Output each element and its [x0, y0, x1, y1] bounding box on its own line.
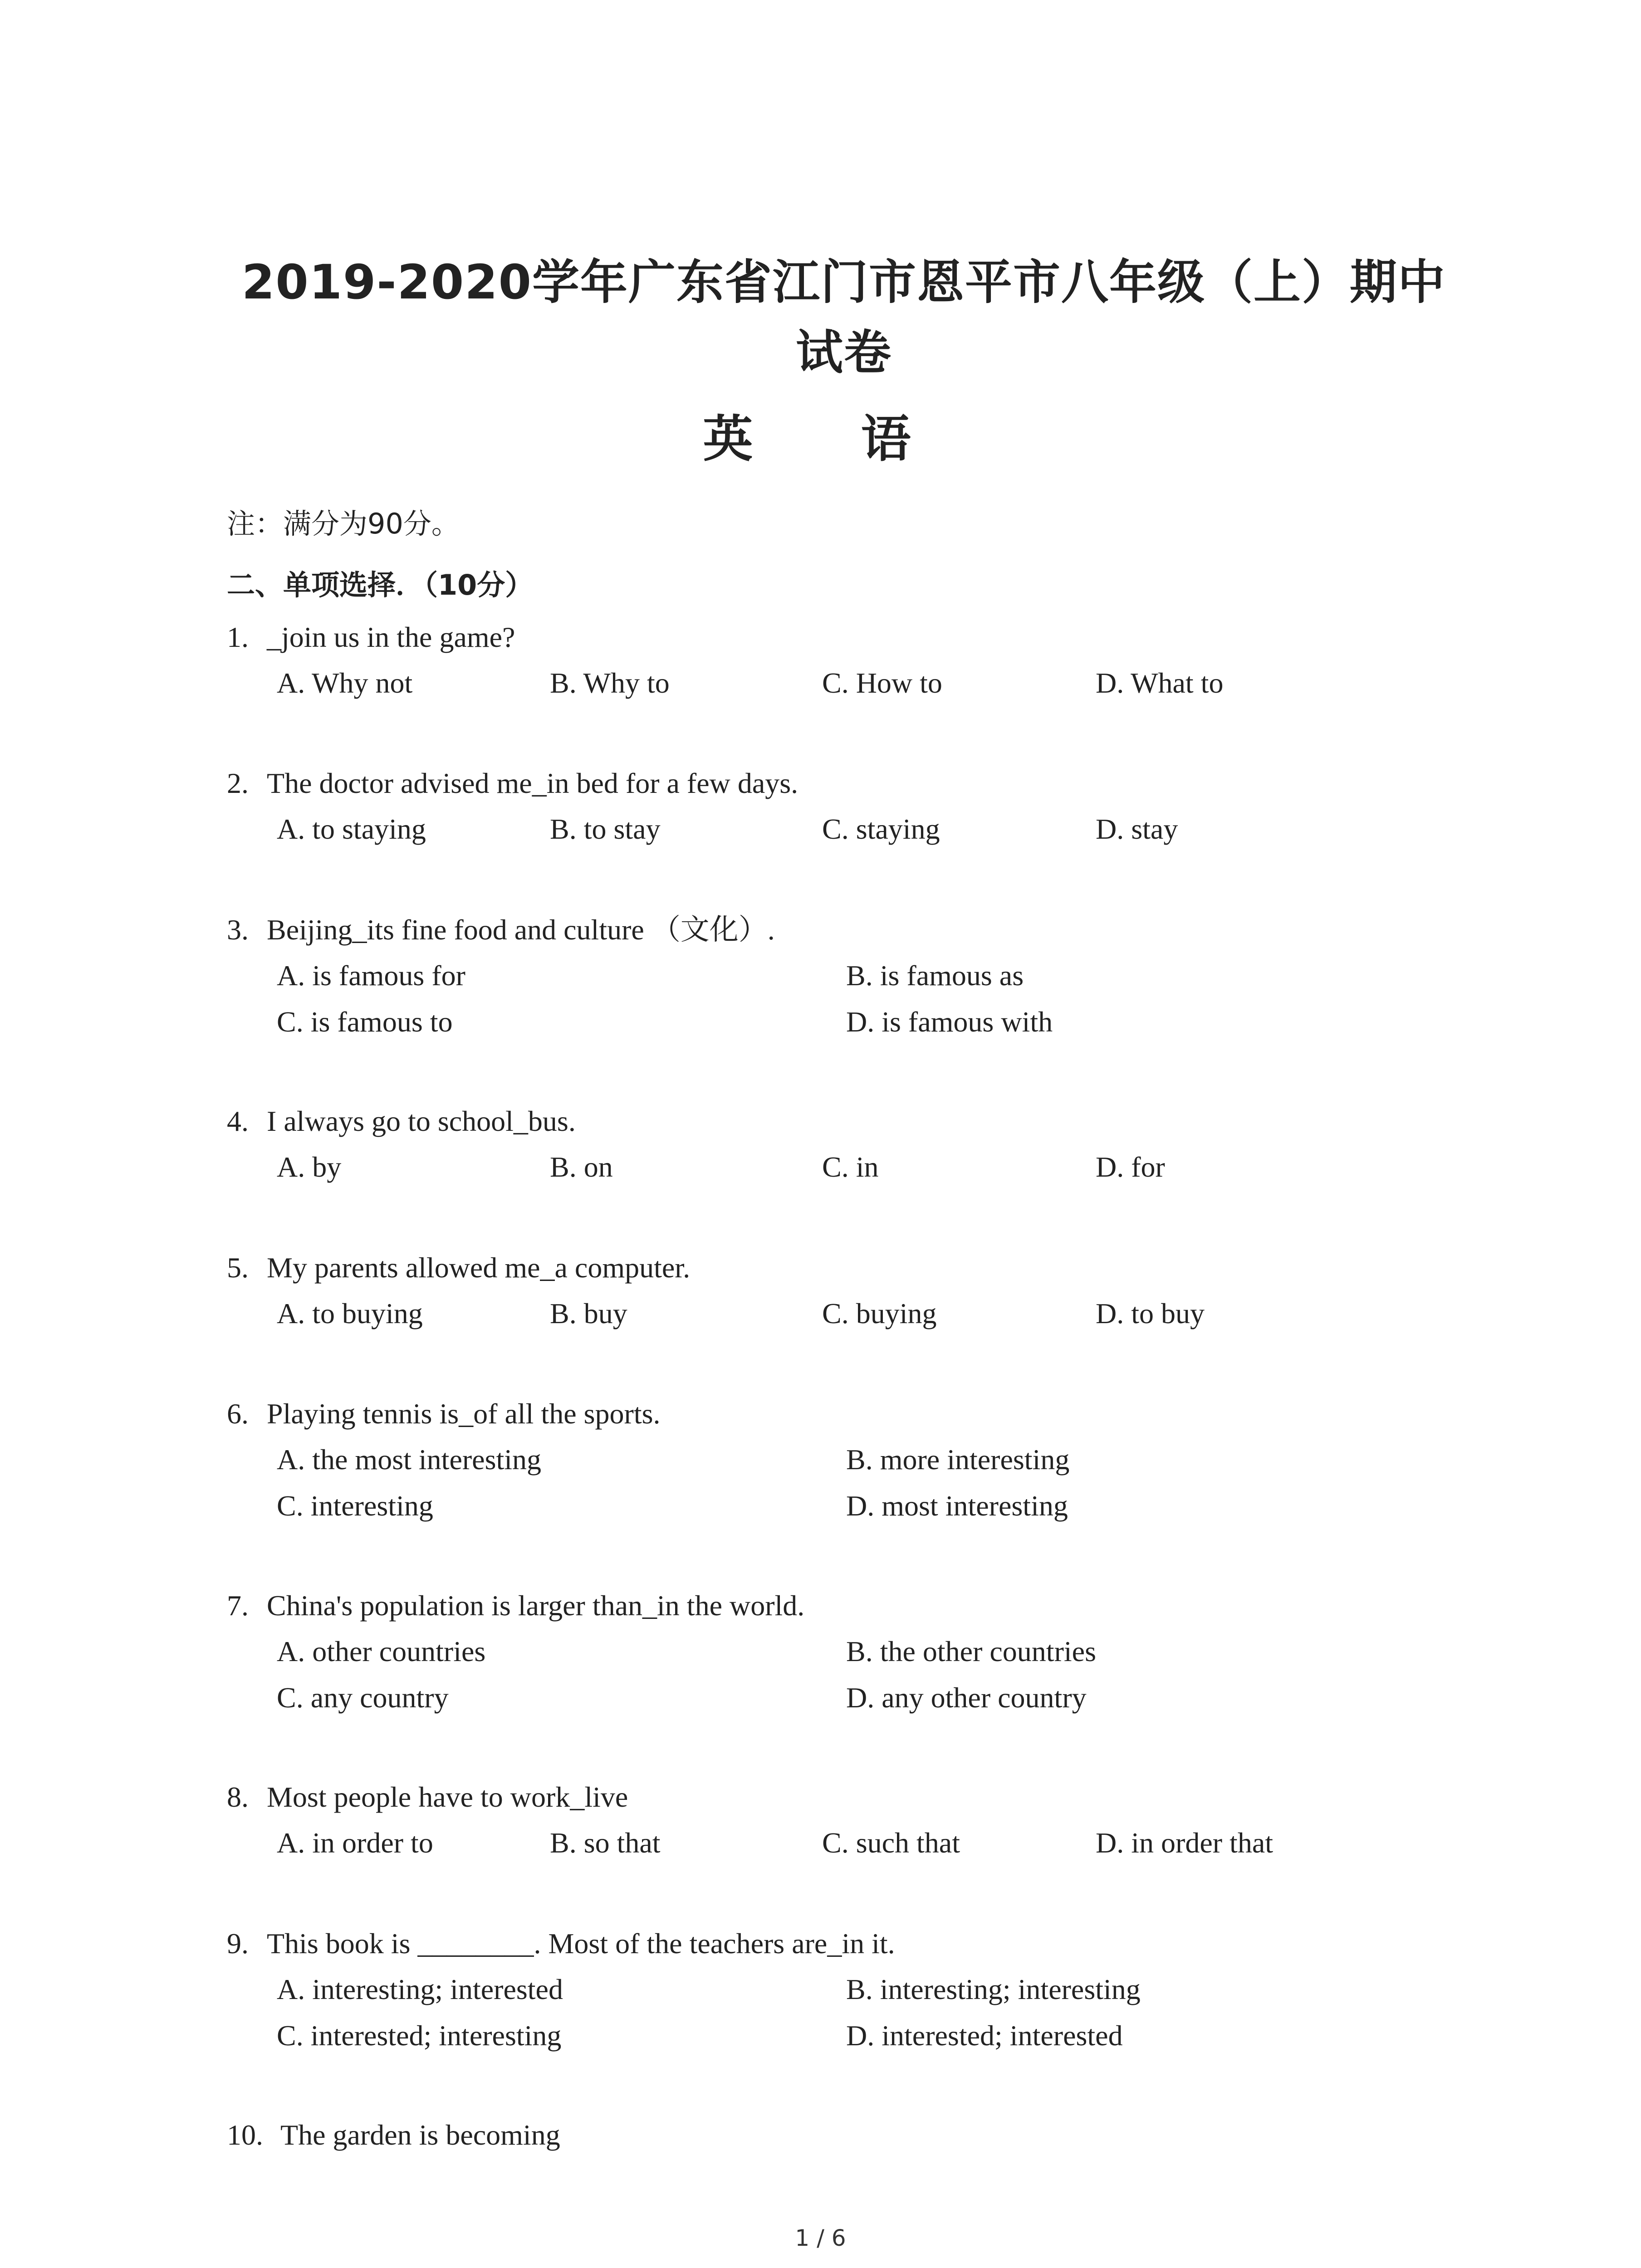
options-row — [227, 1483, 1452, 1529]
section-heading: 二、单项选择．（10分） — [227, 568, 534, 601]
question-number: 1. — [227, 621, 249, 653]
option-b[interactable]: B. buy — [550, 1297, 627, 1330]
score-note: 注：满分为90分。 — [227, 507, 460, 540]
option-d[interactable]: D. for — [1096, 1151, 1165, 1183]
option-b[interactable]: B. interesting; interesting — [846, 1973, 1141, 2005]
option-c[interactable]: C. such that — [822, 1827, 960, 1859]
options-row — [227, 1437, 1452, 1483]
question-text: Beijing_its fine food and culture （文化）. — [267, 914, 775, 946]
options-row — [227, 1966, 1452, 2013]
question-text: I always go to school_bus. — [267, 1105, 576, 1137]
question-number: 9. — [227, 1927, 249, 1960]
option-a[interactable]: A. other countries — [277, 1635, 486, 1667]
question-text: The doctor advised me_in bed for a few days. — [267, 767, 798, 799]
question-stem — [227, 1245, 1452, 1290]
question-number: 8. — [227, 1781, 249, 1813]
question-4 — [227, 1099, 1452, 1190]
option-d[interactable]: D. any other country — [846, 1681, 1087, 1714]
question-stem — [227, 1391, 1452, 1437]
option-b[interactable]: B. Why to — [550, 667, 670, 699]
option-d[interactable]: D. interested; interested — [846, 2019, 1123, 2052]
options-row — [227, 806, 1452, 852]
option-d[interactable]: D. in order that — [1096, 1827, 1273, 1859]
option-c[interactable]: C. staying — [822, 813, 940, 845]
options-row — [227, 999, 1452, 1045]
question-stem — [227, 615, 1452, 660]
option-d[interactable]: D. stay — [1096, 813, 1178, 845]
option-a[interactable]: A. the most interesting — [277, 1443, 542, 1476]
option-b[interactable]: B. more interesting — [846, 1443, 1070, 1476]
option-b[interactable]: B. so that — [550, 1827, 661, 1859]
option-a[interactable]: A. to staying — [277, 813, 426, 845]
option-c[interactable]: C. How to — [822, 667, 942, 699]
option-c[interactable]: C. interesting — [277, 1490, 433, 1522]
options-row — [227, 1144, 1452, 1190]
question-stem — [227, 1099, 1452, 1144]
option-a[interactable]: A. in order to — [277, 1827, 433, 1859]
options-row — [227, 660, 1452, 706]
option-d[interactable]: D. is famous with — [846, 1006, 1053, 1038]
question-number: 6. — [227, 1398, 249, 1430]
option-c[interactable]: C. is famous to — [277, 1006, 453, 1038]
option-c[interactable]: C. buying — [822, 1297, 937, 1330]
option-b[interactable]: B. on — [550, 1151, 613, 1183]
question-1 — [227, 615, 1452, 706]
options-row — [227, 953, 1452, 999]
option-c[interactable]: C. any country — [277, 1681, 449, 1714]
question-9 — [227, 1921, 1452, 2059]
option-a[interactable]: A. to buying — [277, 1297, 423, 1330]
question-text: My parents allowed me_a computer. — [267, 1251, 691, 1284]
question-number: 10. — [227, 2119, 263, 2151]
question-2 — [227, 761, 1452, 852]
option-d[interactable]: D. What to — [1096, 667, 1224, 699]
question-3 — [227, 907, 1452, 1045]
question-number: 4. — [227, 1105, 249, 1137]
options-row — [227, 1820, 1452, 1866]
question-stem — [227, 1774, 1452, 1820]
subject-heading: 英 语 — [703, 410, 938, 468]
question-text: Most people have to work_live — [267, 1781, 628, 1813]
question-text: Playing tennis is_of all the sports. — [267, 1398, 661, 1430]
question-7 — [227, 1583, 1452, 1721]
option-b[interactable]: B. to stay — [550, 813, 661, 845]
option-a[interactable]: A. interesting; interested — [277, 1973, 563, 2005]
question-number: 7. — [227, 1589, 249, 1622]
question-number: 3. — [227, 914, 249, 946]
question-stem — [227, 2112, 1452, 2158]
options-row — [227, 1290, 1452, 1337]
question-text: _join us in the game? — [267, 621, 515, 653]
question-number: 2. — [227, 767, 249, 799]
page-indicator: 1 / 6 — [795, 2225, 846, 2251]
question-text: The garden is becoming — [280, 2119, 560, 2151]
question-10 — [227, 2112, 1452, 2158]
question-text: This book is ________. Most of the teachers are_in it. — [267, 1927, 895, 1960]
options-row — [227, 1628, 1452, 1675]
options-row — [227, 1675, 1452, 1721]
option-a[interactable]: A. is famous for — [277, 959, 465, 992]
options-row — [227, 2013, 1452, 2059]
question-8 — [227, 1774, 1452, 1866]
question-stem — [227, 1921, 1452, 1966]
question-6 — [227, 1391, 1452, 1529]
option-b[interactable]: B. is famous as — [846, 959, 1024, 992]
option-a[interactable]: A. Why not — [277, 667, 413, 699]
question-text: China's population is larger than_in the world. — [267, 1589, 805, 1622]
question-5 — [227, 1245, 1452, 1337]
question-stem — [227, 761, 1452, 806]
option-d[interactable]: D. most interesting — [846, 1490, 1068, 1522]
question-number: 5. — [227, 1251, 249, 1284]
option-b[interactable]: B. the other countries — [846, 1635, 1096, 1667]
option-d[interactable]: D. to buy — [1096, 1297, 1205, 1330]
document-title: 2019-2020学年广东省江门市恩平市八年级（上）期中试卷 — [241, 254, 1446, 380]
question-stem — [227, 907, 1452, 953]
option-c[interactable]: C. in — [822, 1151, 879, 1183]
option-a[interactable]: A. by — [277, 1151, 342, 1183]
option-c[interactable]: C. interested; interesting — [277, 2019, 562, 2052]
question-stem — [227, 1583, 1452, 1628]
